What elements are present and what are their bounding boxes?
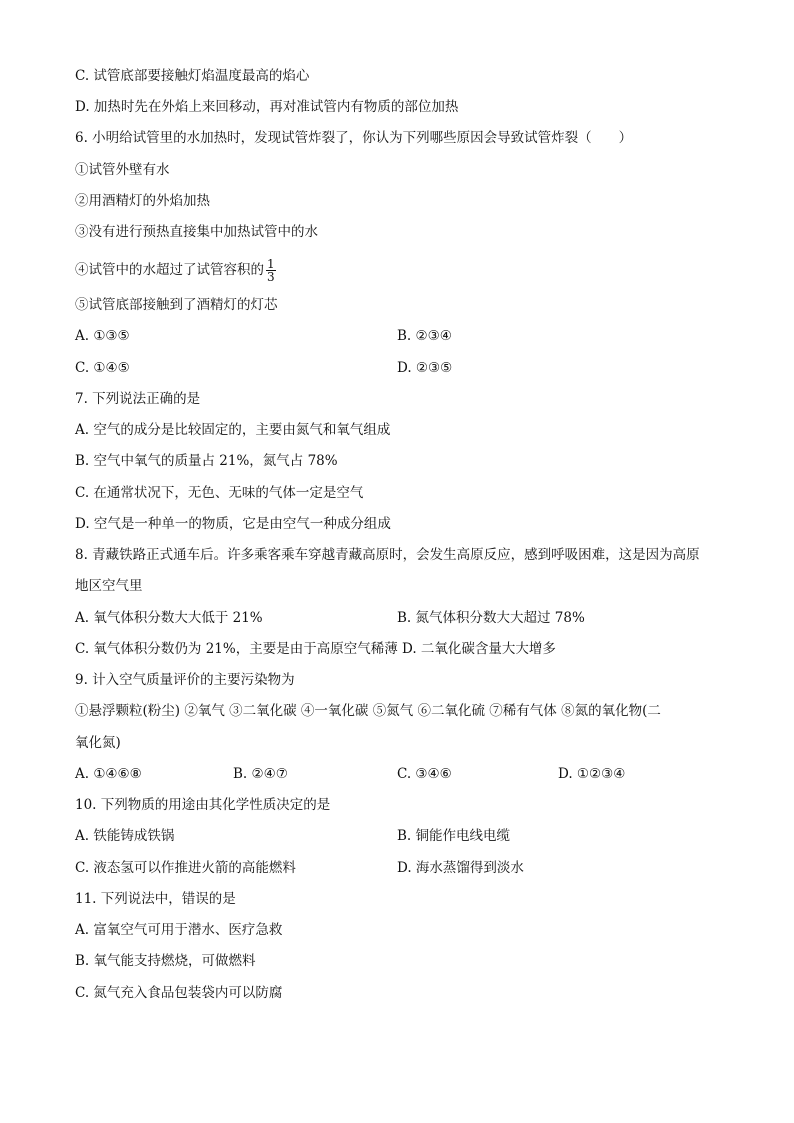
q7-option-d: D. 空气是一种单一的物质，它是由空气一种成分组成 xyxy=(75,516,391,532)
q6-item-4 xyxy=(75,258,276,283)
q11-option-c: C. 氮气充入食品包装袋内可以防腐 xyxy=(75,985,283,1001)
q7-option-a: A. 空气的成分是比较固定的，主要由氮气和氧气组成 xyxy=(75,422,391,438)
q6-item-1: ①试管外壁有水 xyxy=(75,162,170,178)
q11-option-b: B. 氧气能支持燃烧，可做燃料 xyxy=(75,953,256,969)
q7-option-c: C. 在通常状况下，无色、无味的气体一定是空气 xyxy=(75,485,364,501)
question-8-line-2: 地区空气里 xyxy=(75,578,143,594)
q10-option-a: A. 铁能铸成铁锅 xyxy=(75,828,175,844)
question-10: 10. 下列物质的用途由其化学性质决定的是 xyxy=(75,797,331,813)
q8-option-d: D. 二氧化碳含量大大增多 xyxy=(402,641,556,657)
option-d-line: D. 加热时先在外焰上来回移动，再对准试管内有物质的部位加热 xyxy=(75,99,459,115)
q9-option-d: D. ①②③④ xyxy=(558,766,626,782)
q6-item-4-text: ④试管中的水超过了试管容积的 xyxy=(75,262,264,278)
q6-item-2: ②用酒精灯的外焰加热 xyxy=(75,193,210,209)
q8-option-a: A. 氧气体积分数大大低于 21% xyxy=(75,610,263,626)
q7-option-b: B. 空气中氧气的质量占 21%，氮气占 78% xyxy=(75,453,338,469)
q8-option-b: B. 氮气体积分数大大超过 78% xyxy=(397,610,585,626)
question-8-line-1: 8. 青藏铁路正式通车后。许多乘客乘车穿越青藏高原时，会发生高原反应，感到呼吸困难，这是因为高原 xyxy=(75,547,700,563)
question-11: 11. 下列说法中，错误的是 xyxy=(75,891,236,907)
q6-option-a: A. ①③⑤ xyxy=(75,328,130,344)
q9-option-b: B. ②④⑦ xyxy=(233,766,288,782)
q10-option-d: D. 海水蒸馏得到淡水 xyxy=(397,860,524,876)
fraction-denominator: 3 xyxy=(267,270,275,284)
q9-option-a: A. ①④⑥⑧ xyxy=(75,766,142,782)
question-7: 7. 下列说法正确的是 xyxy=(75,391,201,407)
q6-option-c: C. ①④⑤ xyxy=(75,360,130,376)
question-6: 6. 小明给试管里的水加热时，发现试管炸裂了，你认为下列哪些原因会导致试管炸裂（ ） xyxy=(75,130,633,146)
q10-option-c: C. 液态氢可以作推进火箭的高能燃料 xyxy=(75,860,296,876)
q6-option-d: D. ②③⑤ xyxy=(397,360,453,376)
q9-items-line-1: ①悬浮颗粒(粉尘) ②氧气 ③二氧化碳 ④一氧化碳 ⑤氮气 ⑥二氧化硫 ⑦稀有气体 ⑧氮的氧化物(二 xyxy=(75,703,661,719)
q10-option-b: B. 铜能作电线电缆 xyxy=(397,828,511,844)
question-9: 9. 计入空气质量评价的主要污染物为 xyxy=(75,672,295,688)
fraction-one-third xyxy=(266,258,276,283)
q6-item-3: ③没有进行预热直接集中加热试管中的水 xyxy=(75,224,318,240)
q9-option-c: C. ③④⑥ xyxy=(397,766,452,782)
q6-option-b: B. ②③④ xyxy=(397,328,452,344)
q6-item-5: ⑤试管底部接触到了酒精灯的灯芯 xyxy=(75,297,278,313)
q8-option-c: C. 氧气体积分数仍为 21%，主要是由于高原空气稀薄 xyxy=(75,641,398,657)
option-c-line: C. 试管底部要接触灯焰温度最高的焰心 xyxy=(75,68,310,84)
fraction-numerator: 1 xyxy=(267,257,275,271)
q9-items-line-2: 氧化氮) xyxy=(75,735,121,751)
q11-option-a: A. 富氧空气可用于潜水、医疗急救 xyxy=(75,922,283,938)
